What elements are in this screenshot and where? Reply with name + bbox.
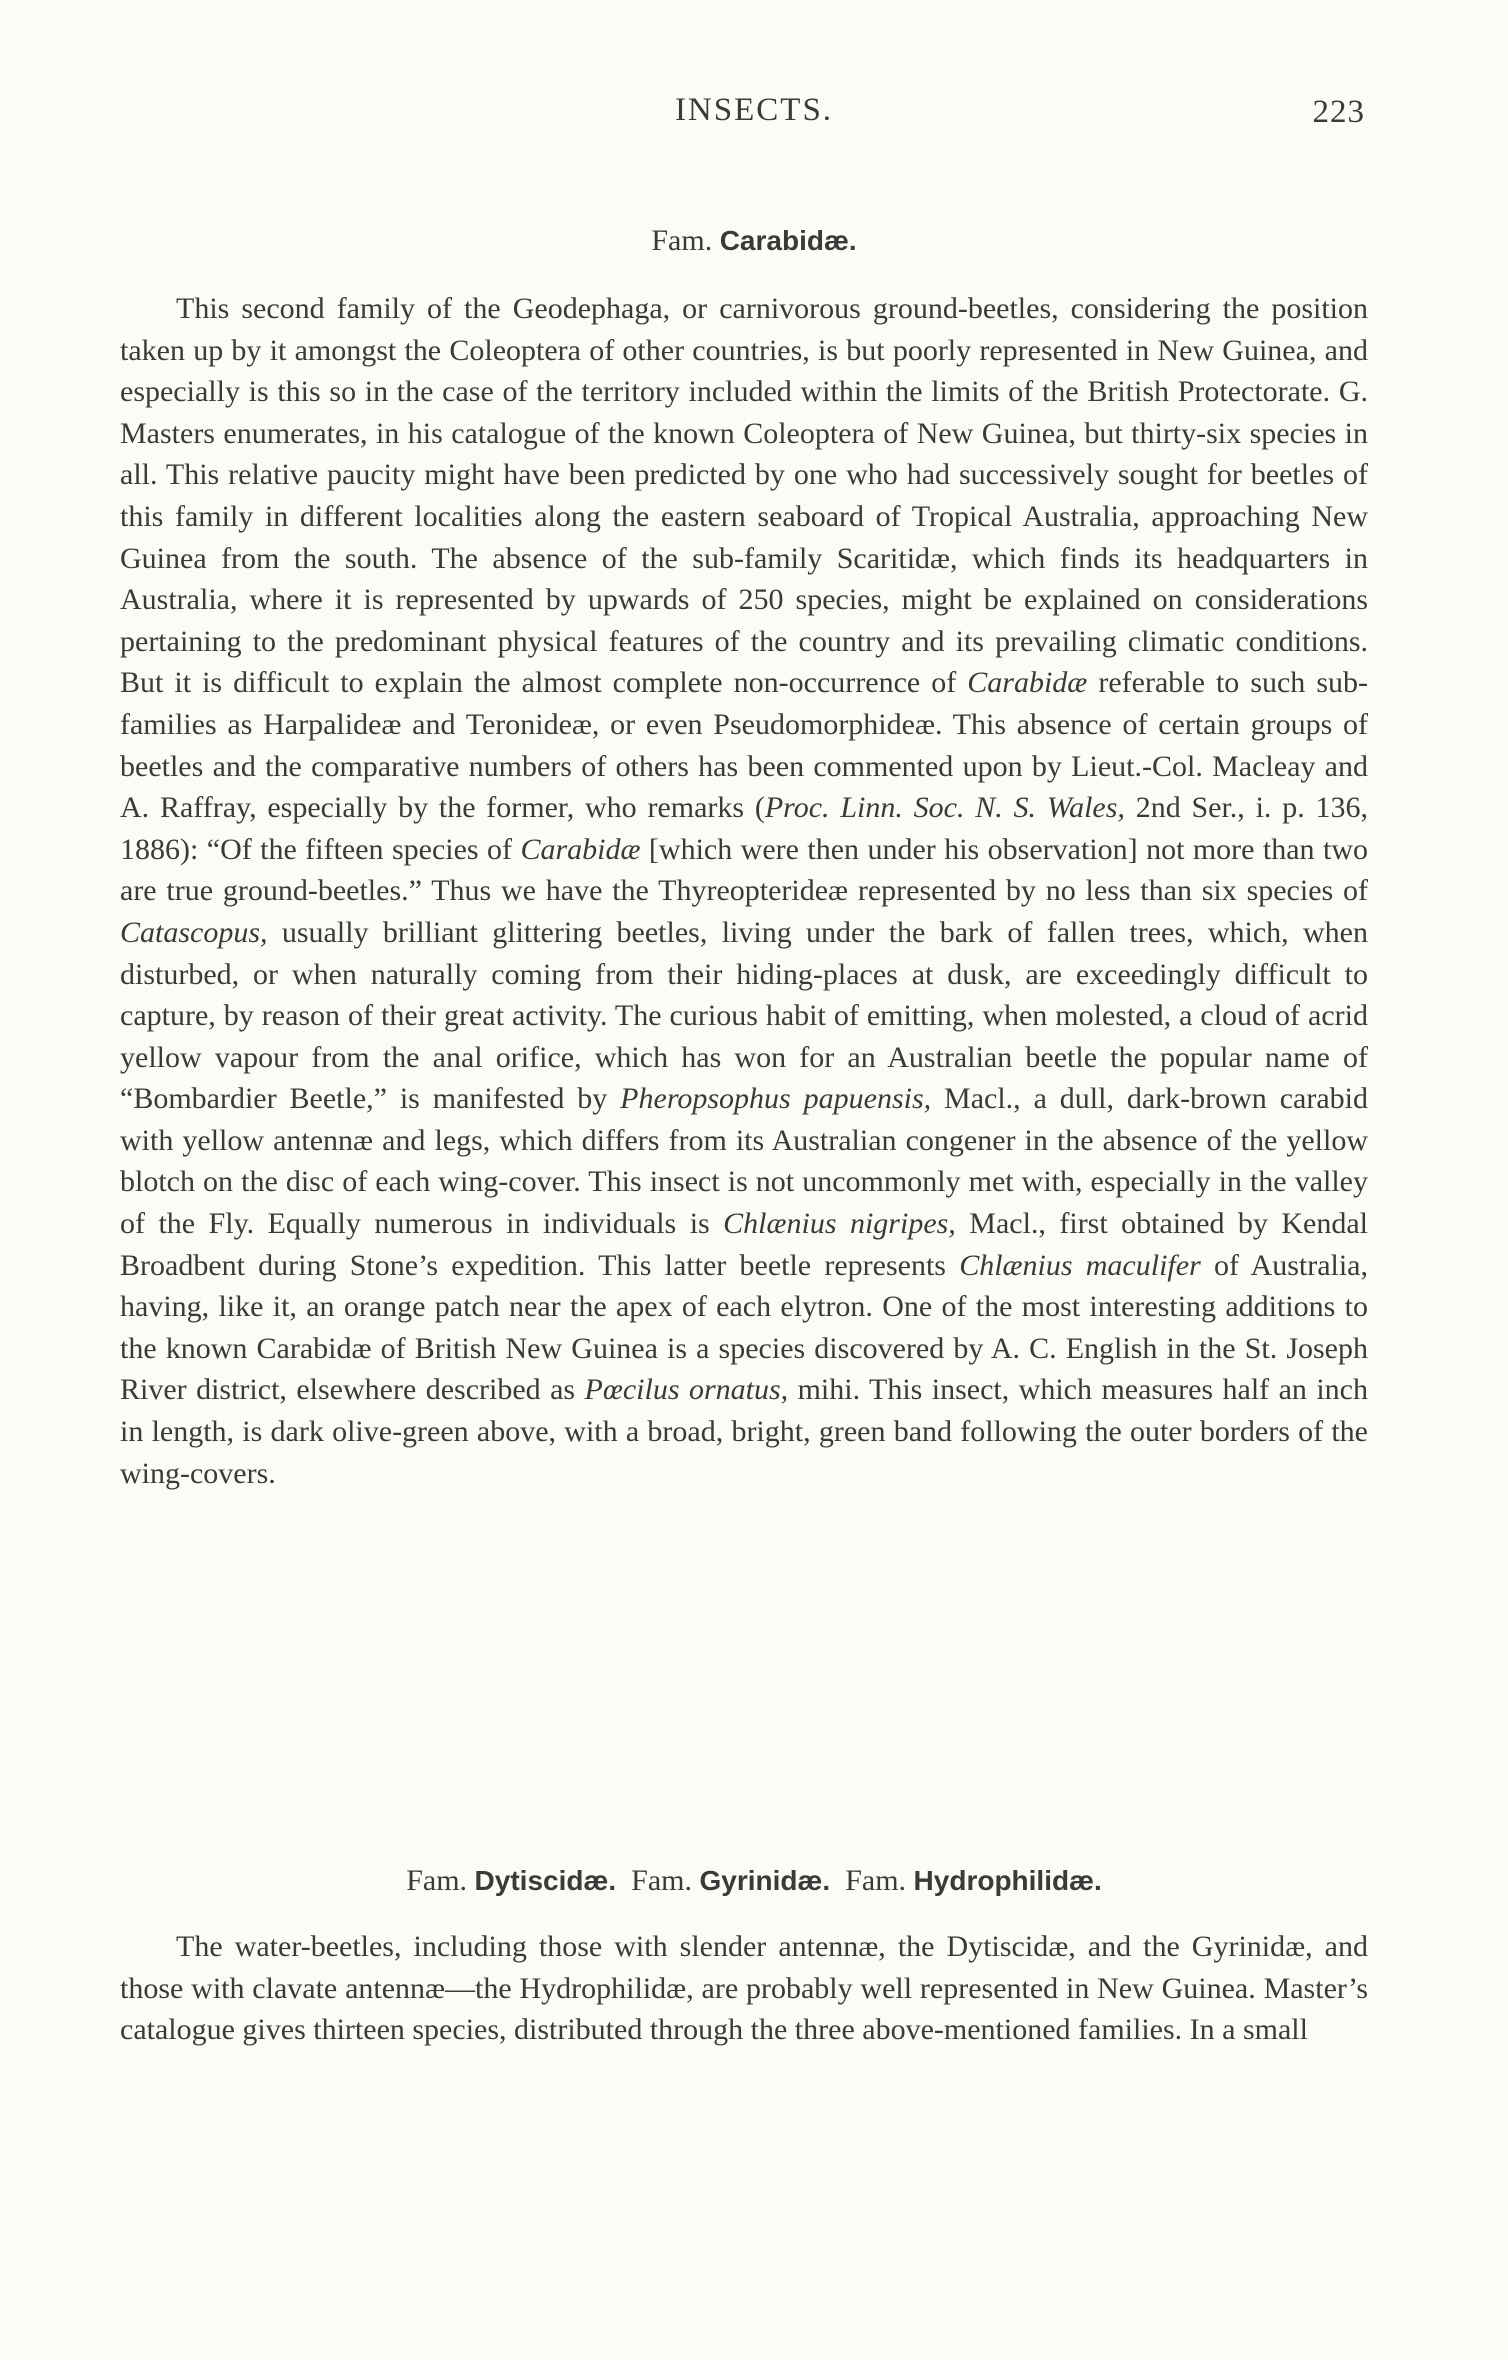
- text-run: referable to such sub-families as Harpalideæ and Teronideæ, or even Pseudomorphideæ. This absence of certain groups of beetles and the comparative numbers of others has been commented upon by Lieut.-Col. Macleay and A. Raffray, especially by the former, who remarks (: [120, 666, 1369, 825]
- text-run: This second family of the Geodephaga, or carnivorous ground-beetles, considering the position taken up by it amongst the Coleoptera of other countries, is but poorly represented in New Guinea, and especially is this so in the case of the territory included within the limits of the British Protectorate. G. Masters enumerates, in his catalogue of the known Coleoptera of New Guinea, but thirty-six species in all. This relative paucity might have been predicted by one who had successively sought for beetles of this family in different localities along the eastern seaboard of Tropical Australia, approaching New Guinea from the south. The absence of the sub-family Scaritidæ, which finds its headquarters in Australia, where it is represented by upwards of 250 species, might be explained on considerations pertaining to the predominant physical features of the country and its prevailing climatic conditions. But it is difficult to explain the almost complete non-occurrence of: [120, 292, 1368, 700]
- running-head: [0, 92, 1508, 142]
- running-title: INSECTS.: [674, 92, 834, 128]
- carabidae-paragraph: [120, 288, 1368, 1494]
- text-run: Macl., first obtained by Kendal Broadbent during Stone’s expedition. This latter beetle represents: [120, 1207, 1368, 1282]
- italic-citation: Proc. Linn. Soc. N. S. Wales,: [764, 791, 1125, 825]
- family-name: Dytiscidæ.: [474, 1865, 617, 1896]
- water-beetles-paragraph: The water-beetles, including those with slender antennæ, the Dytiscidæ, and the Gyrinidæ, and those with clavate antennæ—the Hydrophilidæ, are probably well represented in New Guinea. Master’s catalogue gives thirteen species, distributed through the three above-mentioned families. In a small: [120, 1930, 1368, 2047]
- family-name: Carabidæ.: [719, 225, 857, 256]
- italic-taxon: Chlænius nigripes,: [723, 1207, 956, 1241]
- fam-label: Fam.: [631, 1864, 692, 1897]
- family-name: Hydrophilidæ.: [913, 1865, 1102, 1896]
- section-heading-carabidae: [0, 224, 1508, 258]
- italic-taxon: Pœcilus ornatus,: [584, 1373, 789, 1407]
- text-run: of Australia, having, like it, an orange patch near the apex of each elytron. One of the most interesting additions to the known Carabidæ of British New Guinea is a species discovered by A. C. English in the St. Joseph River district, elsewhere described as: [120, 1248, 1368, 1407]
- italic-taxon: Chlænius maculifer: [959, 1248, 1201, 1282]
- italic-taxon: Carabidæ: [967, 666, 1088, 700]
- text-run: mihi. This insect, which measures half an inch in length, is dark olive-green above, with a broad, bright, green band following the outer borders of the wing-covers.: [120, 1373, 1368, 1490]
- fam-label: Fam.: [651, 224, 713, 257]
- page-number: 223: [1312, 94, 1365, 130]
- family-name: Gyrinidæ.: [699, 1865, 831, 1896]
- text-run: [which were then under his observation] not more than two are true ground-beetles.” Thus we have the Thyreopterideæ represented by no less than six species of: [120, 832, 1368, 908]
- italic-taxon: Carabidæ: [520, 832, 641, 866]
- fam-label: Fam.: [406, 1864, 468, 1897]
- text-run: usually brilliant glittering beetles, living under the bark of fallen trees, which, when disturbed, or when naturally coming from their hiding-places at dusk, are exceedingly difficult to capture, by reason of their great activity. The curious habit of emitting, when molested, a cloud of acrid yellow vapour from the anal orifice, which has won for an Australian beetle the popular name of “Bombardier Beetle,” is manifested by: [120, 915, 1368, 1116]
- italic-taxon: Pheropsophus papuensis,: [620, 1082, 932, 1116]
- text-run: 2nd Ser., i. p. 136, 1886): “Of the fifteen species of: [120, 791, 1369, 866]
- italic-taxon: Catascopus,: [120, 915, 268, 949]
- text-run: Macl., a dull, dark-brown carabid with yellow antennæ and legs, which differs from its Australian congener in the absence of the yellow blotch on the disc of each wing-cover. This insect is not uncommonly met with, especially in the valley of the Fly. Equally numerous in individuals is: [120, 1082, 1368, 1241]
- fam-label: Fam.: [845, 1864, 907, 1897]
- section-heading-water-beetles: [0, 1864, 1508, 1898]
